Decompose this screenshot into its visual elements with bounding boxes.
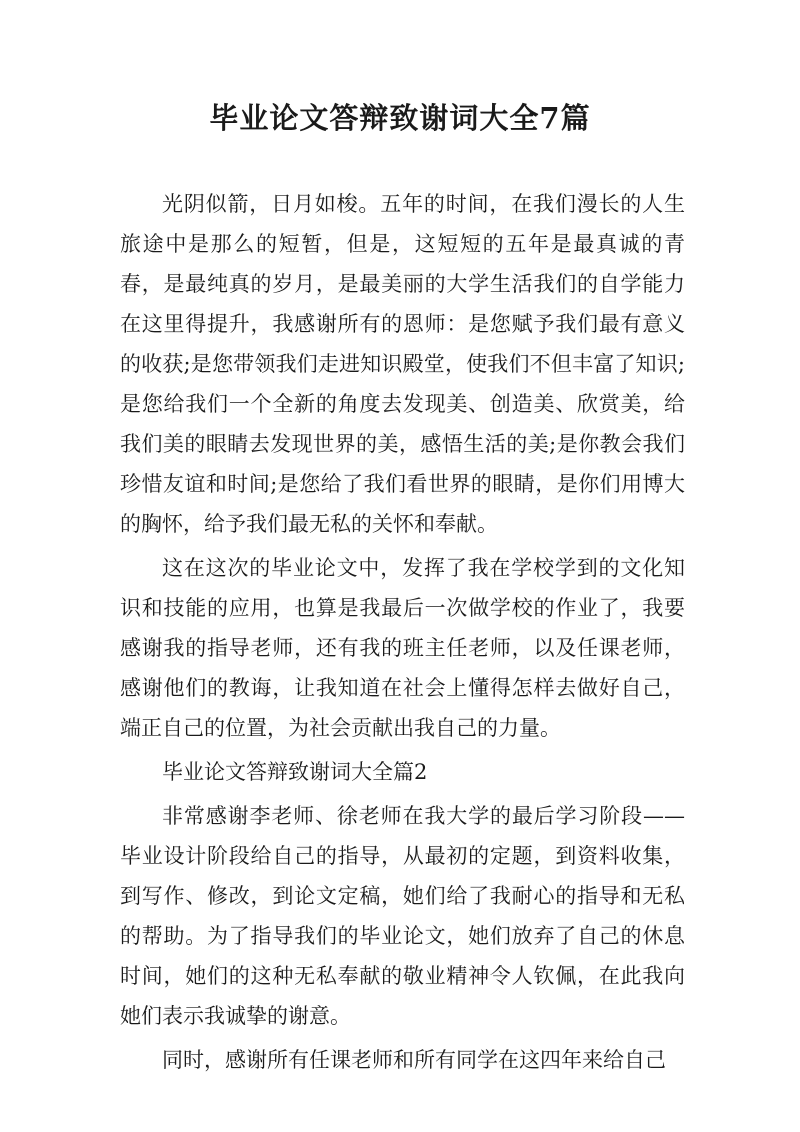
section-heading: 毕业论文答辩致谢词大全篇2 [162,760,428,784]
document-body [120,184,685,1084]
paragraph: 同时，感谢所有任课老师和所有同学在这四年来给自己 [162,1048,666,1072]
paragraph: 光阴似箭，日月如梭。五年的时间，在我们漫长的人生旅途中是那么的短暂，但是，这短短的五年是最真诚的青春，是最纯真的岁月，是最美丽的大学生活我们的自学能力在这里得提升，我感谢所有的恩师：是您赋予我们最有意义的收获;是您带领我们走进知识殿堂，使我们不但丰富了知识;是您给我们一个全新的角度去发现美、创造美、欣赏美，给我们美的眼睛去发现世界的美，感悟生活的美;是你教会我们珍惜友谊和时间;是您给了我们看世界的眼睛，是你们用博大的胸怀，给予我们最无私的关怀和奉献。 [120,192,685,536]
paragraph: 这在这次的毕业论文中，发挥了我在学校学到的文化知识和技能的应用，也算是我最后一次做学校的作业了，我要感谢我的指导老师，还有我的班主任老师，以及任课老师，感谢他们的教诲，让我知道在社会上懂得怎样去做好自己，端正自己的位置，为社会贡献出我自己的力量。 [120,556,685,740]
paragraph: 非常感谢李老师、徐老师在我大学的最后学习阶段——毕业设计阶段给自己的指导，从最初的定题，到资料收集，到写作、修改，到论文定稿，她们给了我耐心的指导和无私的帮助。为了指导我们的毕业论文，她们放弃了自己的休息时间，她们的这种无私奉献的敬业精神令人钦佩，在此我向她们表示我诚挚的谢意。 [120,804,685,1028]
document-title: 毕业论文答辩致谢词大全7篇 [209,101,591,135]
